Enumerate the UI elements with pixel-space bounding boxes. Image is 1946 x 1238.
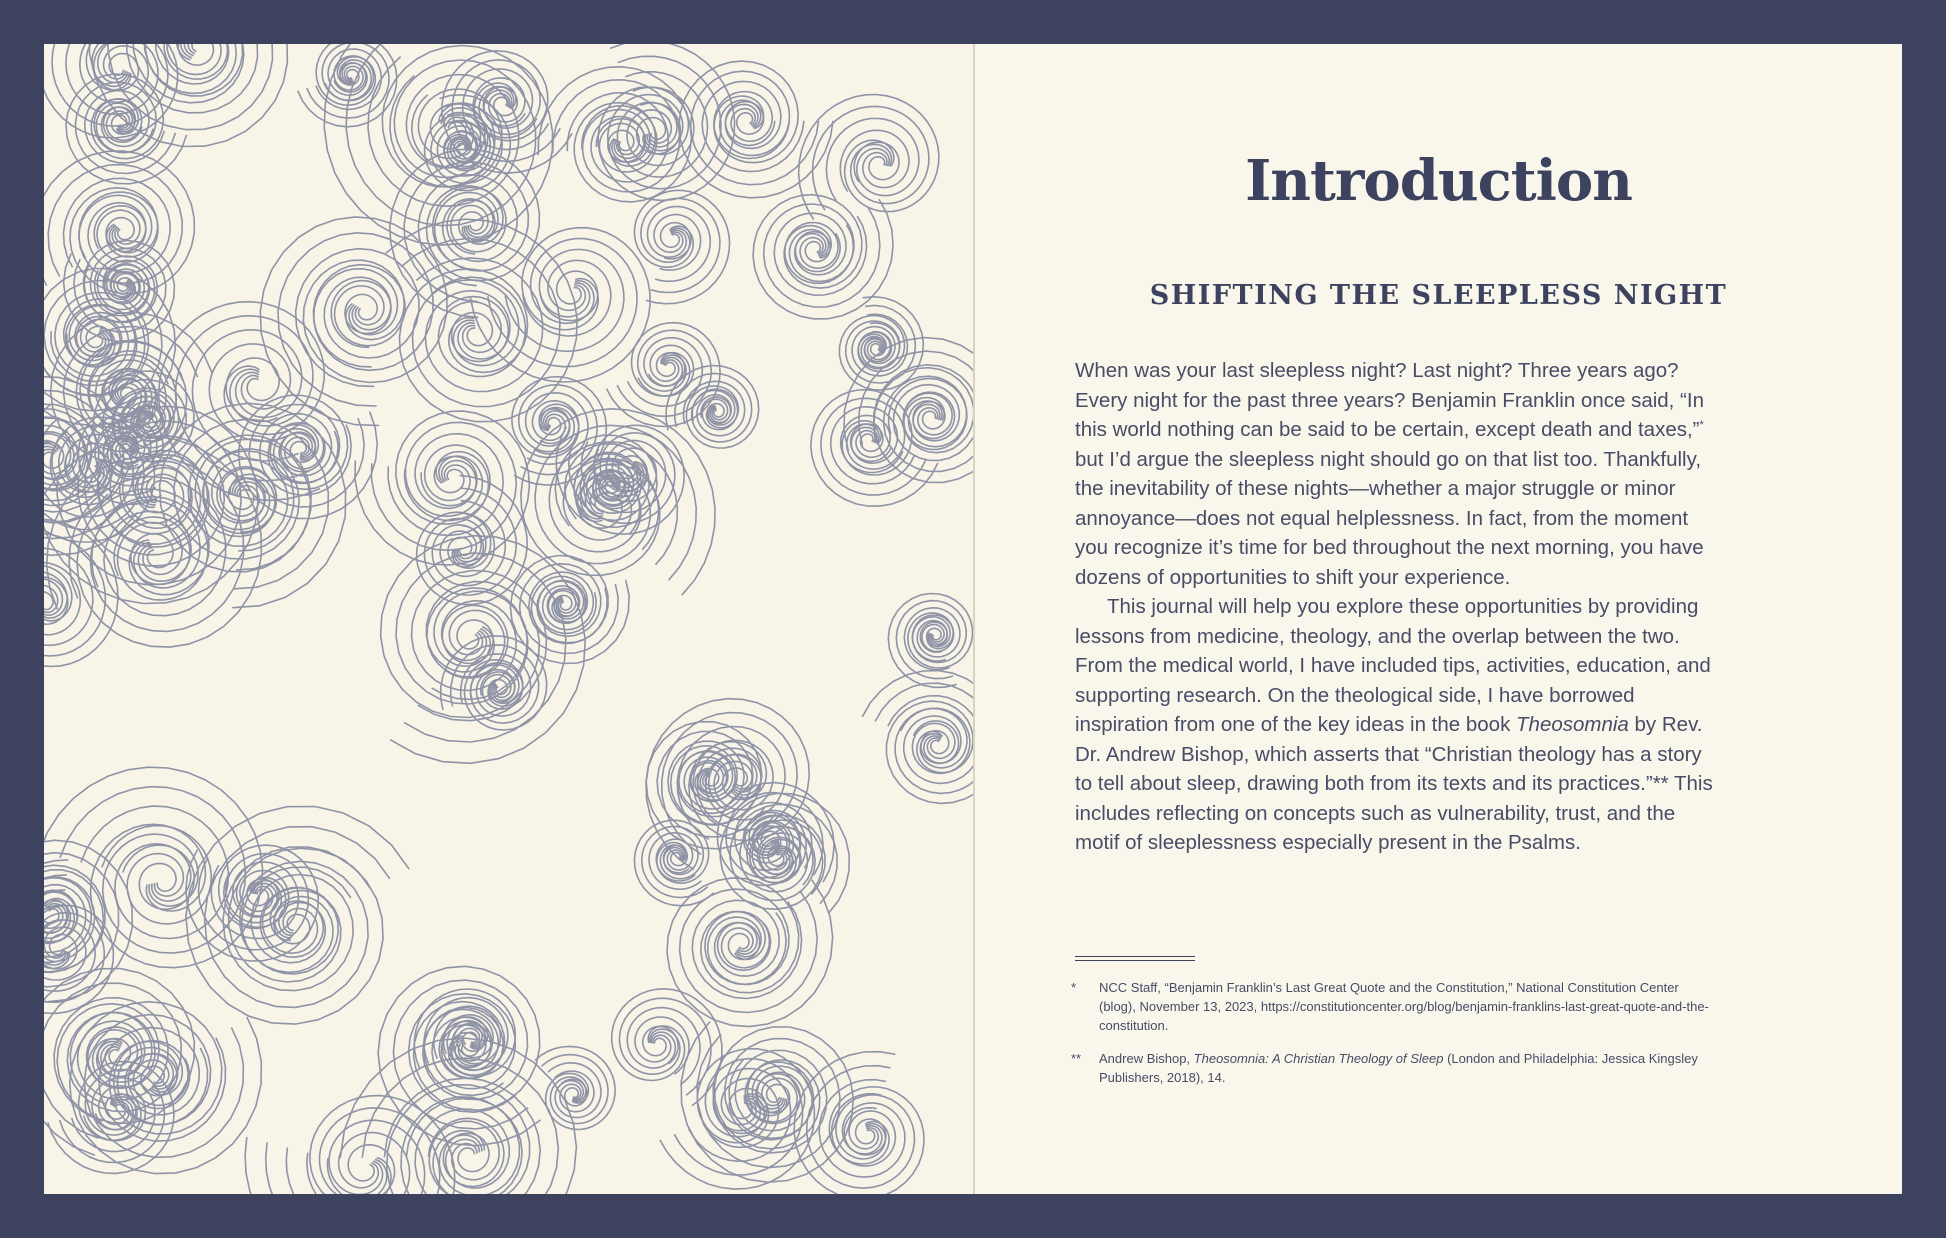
swirl-line <box>266 1108 440 1194</box>
swirl-line <box>813 106 929 210</box>
book-title: Theosomnia <box>1516 713 1629 736</box>
swirl-line <box>60 787 246 953</box>
swirl-line <box>186 807 409 1025</box>
swirl-line <box>641 199 720 293</box>
paragraph-2: This journal will help you explore these opportunities by providing lessons from medicine, theology, and the overlap between the two. From the medical world, I have included tips, activities, education, and supporting research. On the theological side, I have borrowed inspiration from one of the key ideas in the book Theosomnia by Rev. Dr. Andrew Bishop, which asserts that “Christian theology has a story to tell about sleep, drawing both from its texts and its practices.”** This includes reflecting on concepts such as vulnerability, trust, and the motif of sleeplessness especially present in the Psalms. <box>1075 595 1713 854</box>
page-title: Introduction <box>1245 148 1632 214</box>
introduction-page <box>975 44 1902 1194</box>
swirl-line <box>862 671 973 804</box>
footnote-text: NCC Staff, “Benjamin Franklin’s Last Great Quote and the Constitution,” National Constitution Center (blog), November 13, 2023, https://constitutioncenter.org/blog/benjamin-franklins-last-great-quote-and-the-constitution. <box>1099 980 1709 1033</box>
section-heading: SHIFTING THE SLEEPLESS NIGHT <box>1149 280 1728 311</box>
swirl-line <box>421 456 477 505</box>
swirl-line <box>617 330 711 416</box>
swirl-line <box>340 1038 576 1194</box>
decorative-pattern-page <box>44 44 973 1194</box>
footnote-2 <box>1071 1049 1711 1087</box>
book-spread <box>44 44 1902 1194</box>
swirl-line <box>242 867 351 974</box>
footnotes <box>1071 978 1711 1101</box>
footnote-ref-1: * <box>1699 419 1704 432</box>
cited-book-title: Theosomnia: A Christian Theology of Sleep <box>1193 1051 1444 1066</box>
swirl-line <box>488 239 637 367</box>
paragraph-1: When was your last sleepless night? Last night? Three years ago? Every night for the past three years? Benjamin Franklin once said, “In this world nothing can be said to be certain, except death and taxes,”* but I’d argue the sleepless night should go on that list too. Thankfully, the inevitability of these nights—whether a major struggle or minor annoyance—does not equal helplessness. In fact, from the moment you recognize it’s time for bed throughout the next morning, you have dozens of opportunities to shift your experience. <box>1075 359 1704 589</box>
swirl-line <box>764 204 880 307</box>
swirl-line <box>535 425 696 580</box>
footnote-mark: ** <box>1071 1051 1082 1066</box>
swirl-line <box>245 1096 455 1194</box>
footnote-1 <box>1071 978 1711 1035</box>
footnote-text: Andrew Bishop, Theosomnia: A Christian Theology of Sleep (London and Philadelphia: Jessica Kingsley Publishers, 2018), 14. <box>1099 1051 1698 1085</box>
footnote-divider <box>1075 956 1195 961</box>
swirl-line <box>44 767 263 968</box>
body-text <box>1075 356 1715 858</box>
footnote-mark: * <box>1071 980 1077 995</box>
swirl-line <box>553 80 680 192</box>
swirl-pattern-illustration <box>44 44 973 1194</box>
swirl-line <box>807 1066 915 1189</box>
